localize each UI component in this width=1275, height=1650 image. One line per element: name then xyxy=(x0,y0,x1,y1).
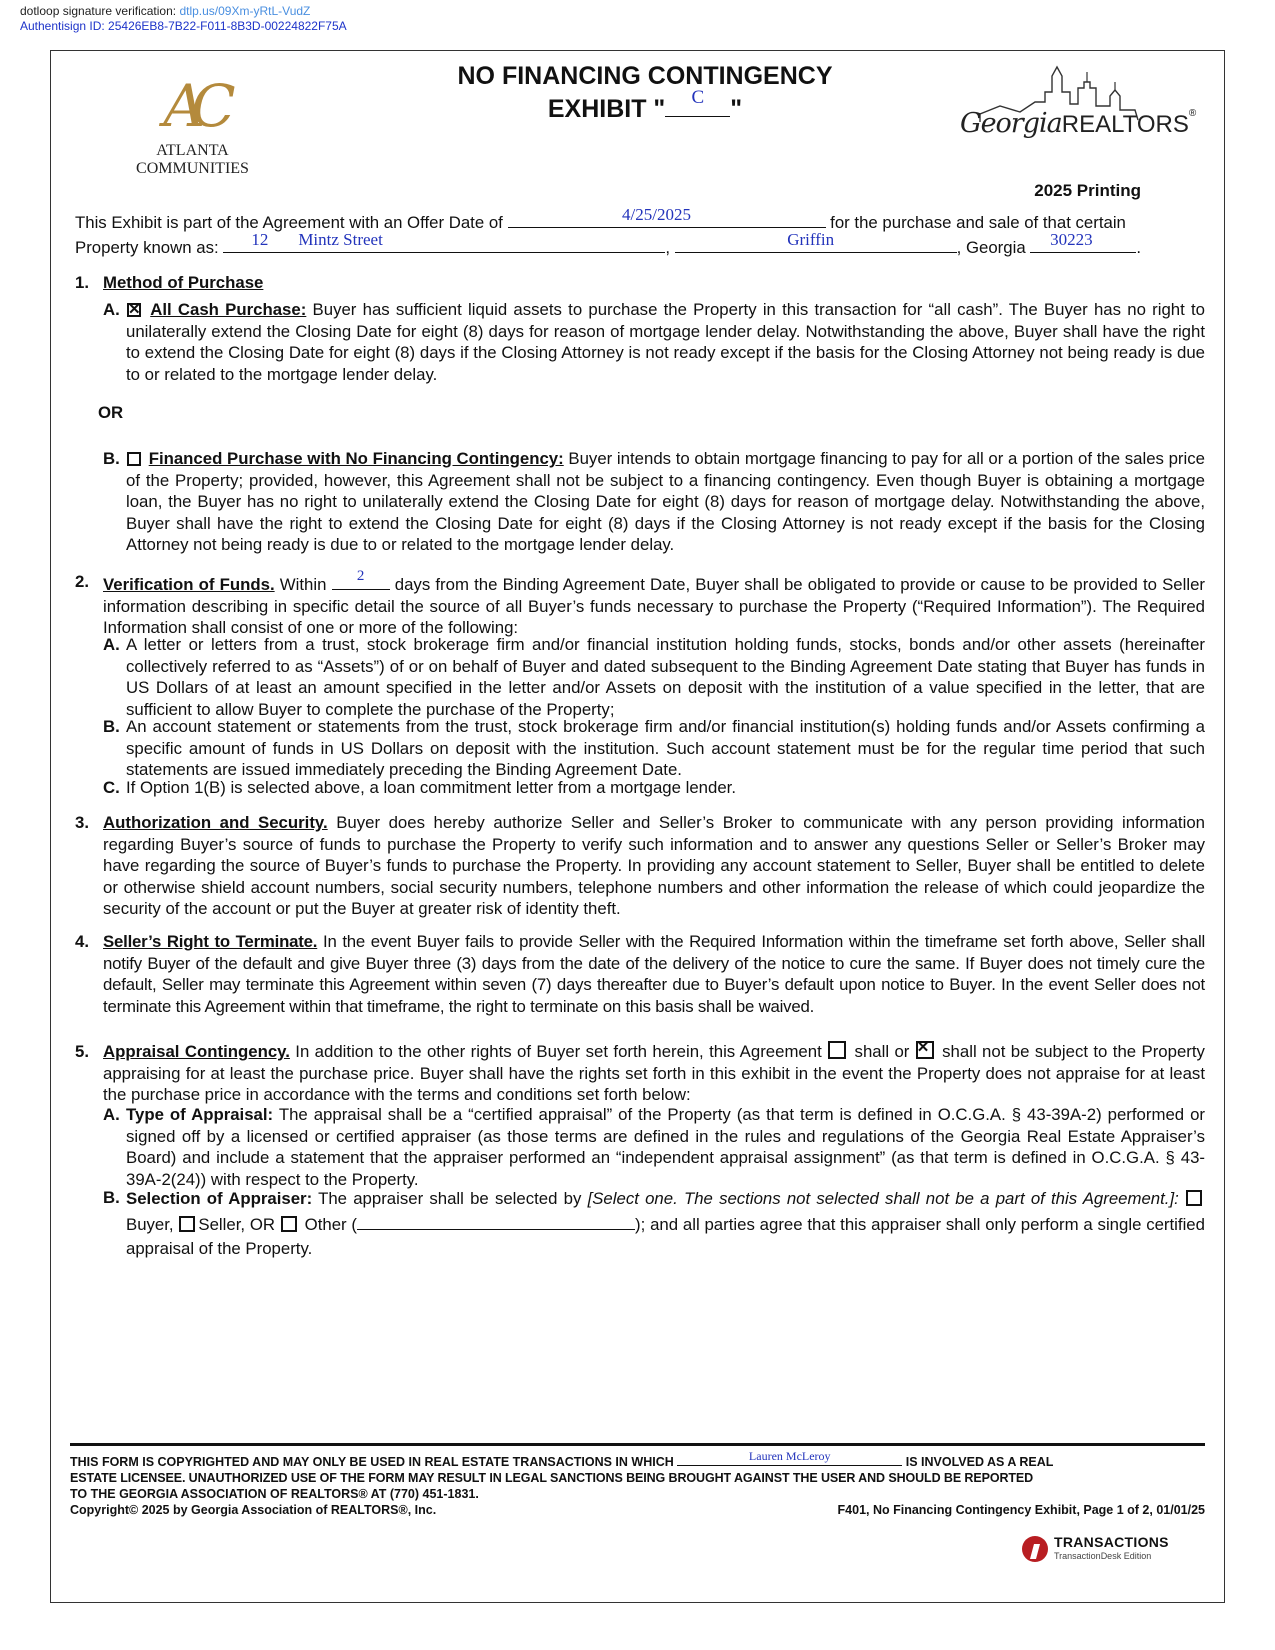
street-number: 12 xyxy=(251,229,269,249)
appraisal-shall-not-checkbox[interactable] xyxy=(916,1041,934,1059)
s5-b-paragraph xyxy=(126,1187,1205,1261)
section-3-text: Buyer does hereby authorize Seller and Seller’s Broker to communicate with any person providing information regarding Buyer’s source of funds to purchase the Property to verify such information and to answer any questions Seller or Seller’s Broker may have regarding the source of Buyer’s funds to purchase the Property. In providing any account statement to Seller, Buyer shall be entitled to delete or otherwise shield account numbers, social security numbers, telephone numbers and other information the release of which could jeopardize the security of the account or put the Buyer at greater risk of identity theft. xyxy=(103,813,1205,918)
exhibit-letter: C xyxy=(691,87,705,108)
section-1 xyxy=(75,272,1205,552)
within-label: Within xyxy=(279,575,327,594)
realtors-word: REALTORS xyxy=(1061,111,1189,138)
property-address-field[interactable] xyxy=(223,229,665,253)
verification-days: 2 xyxy=(356,567,365,584)
all-cash-checkbox[interactable] xyxy=(127,303,141,317)
transactions-word: TRANSACTIONS xyxy=(1054,1534,1169,1550)
property-address xyxy=(251,229,665,251)
section-3-heading: Authorization and Security. xyxy=(103,813,328,832)
s2-a-label: A. xyxy=(103,635,120,654)
shall-or-label: shall or xyxy=(854,1042,910,1061)
intro-line-2: Property known as: 12 Mintz Street , Griffin , Georgia 30223 . xyxy=(75,229,1142,257)
section-3-paragraph xyxy=(103,812,1205,920)
georgia-script: Georgia xyxy=(960,108,1062,139)
form-identifier: F401, No Financing Contingency Exhibit, Page 1 of 2, 01/01/25 xyxy=(837,1503,1205,1517)
or-label: OR xyxy=(98,403,124,422)
transactions-logo-icon xyxy=(1020,1534,1050,1564)
registered-mark: ® xyxy=(1188,108,1197,119)
intro-line1-prefix: This Exhibit is part of the Agreement with an Offer Date of xyxy=(75,213,503,232)
section-5-heading: Appraisal Contingency. xyxy=(103,1042,290,1061)
selection-of-appraiser-heading: Selection of Appraiser: xyxy=(126,1189,313,1208)
exhibit-prefix: EXHIBIT " xyxy=(547,95,666,123)
s5-a-label: A. xyxy=(103,1105,120,1124)
verification-link[interactable]: dtlp.us/09Xm-yRtL-VudZ xyxy=(179,4,311,18)
appraiser-seller-label: Seller, OR xyxy=(198,1215,276,1234)
section-2-intro xyxy=(103,567,1206,639)
zip-code: 30223 xyxy=(1050,229,1093,249)
s2-a-text: A letter or letters from a trust, stock brokerage firm and/or financial institution holding funds, stocks, bonds and/or other assets (hereinafter collectively referred to as “Assets”) of or on behalf of Buyer and dated subsequent to the Binding Agreement Date stating that Buyer has funds in US Dollars of at least an amount specified in the letter and/or Assets on deposit with the institution of a value specified in the letter, that are sufficient to allow Buyer to complete the purchase of the Property; xyxy=(126,635,1205,719)
ac-monogram: AC xyxy=(163,72,222,140)
atlanta-label: ATLANTA xyxy=(156,142,229,159)
selection-text-1: The appraiser shall be selected by xyxy=(318,1189,582,1208)
s1-a-paragraph xyxy=(126,299,1205,385)
section-5-number: 5. xyxy=(75,1042,89,1061)
footer-line-2: ESTATE LICENSEE. UNAUTHORIZED USE OF THE FORM MAY RESULT IN LEGAL SANCTIONS BEING BROUGHT AGAINST THE USER AND SHOULD BE REPORTED xyxy=(70,1471,1034,1485)
exhibit-suffix: " xyxy=(730,95,743,123)
section-1-heading-line xyxy=(103,272,1205,294)
offer-date-field[interactable] xyxy=(508,204,826,228)
footer-line-1 xyxy=(70,1451,1205,1470)
s5-a-paragraph xyxy=(126,1104,1205,1190)
section-4-heading: Seller’s Right to Terminate. xyxy=(103,932,318,951)
selection-text-2: ); and all parties agree that this appraiser shall only perform a single certified appraisal of the Property. xyxy=(126,1215,1205,1258)
verification-days-field[interactable] xyxy=(332,567,390,590)
page-title xyxy=(300,60,990,126)
title-line-1: NO FINANCING CONTINGENCY xyxy=(457,62,833,90)
atlanta-communities-logo xyxy=(135,70,250,188)
all-cash-text: Buyer has sufficient liquid assets to purchase the Property in this transaction for “all cash”. The Buyer has no right to unilaterally extend the Closing Date for eight (8) days for reason of mortgage lender delay. Notwithstanding the above, Buyer shall have the right to extend the Closing Date for eight (8) days if the Closing Attorney is not ready except if the basis for the Closing Attorney not being ready is due to or related to the mortgage lender delay. xyxy=(126,300,1206,384)
state-label: , Georgia xyxy=(956,238,1026,257)
city: Griffin xyxy=(787,229,835,249)
appraiser-seller-checkbox[interactable] xyxy=(179,1216,195,1232)
verification-label: dotloop signature verification: xyxy=(20,4,177,18)
authentisign-id: Authentisign ID: 25426EB8-7B22-F011-8B3D-00224822F75A xyxy=(20,19,347,33)
section-3-number: 3. xyxy=(75,813,89,832)
licensee-field[interactable] xyxy=(677,1451,902,1466)
section-1-heading: Method of Purchase xyxy=(103,273,264,292)
s5-b-label: B. xyxy=(103,1188,120,1207)
printing-year: 2025 Printing xyxy=(1034,181,1141,200)
appraiser-buyer-label: Buyer, xyxy=(126,1215,174,1234)
type-of-appraisal-heading: Type of Appraisal: xyxy=(126,1105,274,1124)
section-2 xyxy=(75,567,1206,801)
georgia-realtors-logo xyxy=(960,62,1197,162)
section-4-paragraph xyxy=(103,931,1205,1017)
offer-date: 4/25/2025 xyxy=(622,204,691,224)
financed-purchase-text: Buyer intends to obtain mortgage financing to pay for all or a portion of the sales price of the Property; provided, however, this Agreement shall not be subject to a financing contingency. Even though Buyer is obtaining a mortgage loan, the Buyer has no right to unilaterally extend the Closing Date for eight (8) days for reason of mortgage delay. Notwithstanding the above, Buyer shall have the right to extend the Closing Date for eight (8) days if the Closing Attorney is not ready except if the basis for the Closing Attorney not being ready is due to or related to the mortgage lender delay. xyxy=(126,449,1205,554)
appraiser-other-label: Other ( xyxy=(304,1215,358,1234)
transactions-edition: TransactionDesk Edition xyxy=(1054,1551,1152,1561)
section-4-text: In the event Buyer fails to provide Seller with the Required Information within the timeframe set forth above, Seller shall notify Buyer of the default and give Buyer three (3) days from the date of the delivery of the notice to cure the same. If Buyer does not timely cure the default, Seller may terminate this Agreement within seven (7) days thereafter due to Buyer’s default upon notice to Buyer. In the event Seller does not terminate this Agreement within that timeframe, the right to terminate on this basis shall be waived. xyxy=(103,932,1205,1016)
appraiser-other-field[interactable] xyxy=(357,1211,635,1230)
financed-purchase-checkbox[interactable] xyxy=(127,452,141,466)
copyright-footer xyxy=(70,1443,1205,1518)
intro-line2-prefix: Property known as: xyxy=(75,238,219,257)
transactions-brand xyxy=(1020,1534,1170,1568)
s2-b-label: B. xyxy=(103,717,120,736)
section-4-number: 4. xyxy=(75,932,89,951)
footer-line1-suffix: IS INVOLVED AS A REAL xyxy=(905,1455,1054,1469)
section-4 xyxy=(75,931,1205,1021)
street-name: Mintz Street xyxy=(298,229,383,249)
type-of-appraisal-text: The appraisal shall be a “certified appraisal” of the Property (as that term is defined in O.C.G.A. § 43-39A-2) performed or signed off by a licensed or certified appraiser (as those terms are defined in the rules and regulations of the Georgia Real Estate Appraiser’s Board) and include a statement that the appraiser performed an “independent appraisal assignment” (as that term is defined in O.C.G.A. § 43-39A-2(24)) with respect to the Property. xyxy=(126,1105,1205,1189)
exhibit-letter-field[interactable] xyxy=(665,87,730,117)
communities-label: COMMUNITIES xyxy=(136,160,249,177)
selection-instruction: [Select one. The sections not selected shall not be a part of this Agreement.]: xyxy=(587,1189,1179,1208)
appraiser-buyer-checkbox[interactable] xyxy=(1186,1190,1202,1206)
section-3 xyxy=(75,812,1205,922)
section-5-text-1: In addition to the other rights of Buyer set forth herein, this Agreement xyxy=(295,1042,822,1061)
section-1-number: 1. xyxy=(75,273,89,292)
s1-a-label: A. xyxy=(103,300,120,319)
footer-line-3: TO THE GEORGIA ASSOCIATION OF REALTORS® AT (770) 451-1831. xyxy=(70,1487,479,1501)
appraisal-shall-checkbox[interactable] xyxy=(828,1041,846,1059)
all-cash-heading: All Cash Purchase: xyxy=(150,300,307,319)
copyright-text: Copyright© 2025 by Georgia Association of REALTORS®, Inc. xyxy=(70,1503,437,1517)
georgia-realtors-wordmark xyxy=(960,108,1196,139)
s1-b-paragraph xyxy=(126,448,1205,556)
section-5 xyxy=(75,1041,1205,1261)
appraiser-other-checkbox[interactable] xyxy=(281,1216,297,1232)
intro-line1-suffix: for the purchase and sale of that certain xyxy=(830,213,1126,232)
s2-c-text: If Option 1(B) is selected above, a loan commitment letter from a mortgage lender. xyxy=(126,778,737,797)
exhibit-line xyxy=(300,87,990,126)
footer-line1-prefix: THIS FORM IS COPYRIGHTED AND MAY ONLY BE USED IN REAL ESTATE TRANSACTIONS IN WHICH xyxy=(70,1455,674,1469)
dotloop-verification xyxy=(20,4,310,18)
section-2-text: days from the Binding Agreement Date, Buyer shall be obligated to provide or cause to be provided to Seller information describing in specific detail the source of all Buyer’s funds necessary to purchase the Property (“Required Information”). The Required Information shall consist of one or more of the following: xyxy=(103,575,1206,637)
s2-b-text: An account statement or statements from the trust, stock brokerage firm and/or financial institution(s) holding funds and/or Assets confirming a specific amount of funds in US Dollars on deposit with the institution. Such account statement must be for the regular time period that such statements are issued immediately preceding the Binding Agreement Date. xyxy=(126,717,1205,779)
s2-c-label: C. xyxy=(103,778,120,797)
s1-b-label: B. xyxy=(103,449,120,468)
city-field[interactable] xyxy=(675,229,957,253)
zip-field[interactable] xyxy=(1030,229,1136,253)
section-2-number: 2. xyxy=(75,572,89,591)
licensee-name: Lauren McLeroy xyxy=(748,1449,831,1463)
section-5-text-2: shall not be subject to the Property appraising for at least the purchase price. Buyer shall have the rights set forth in this exhibit in the event the Property does not appraise for at least the purchase price in accordance with the terms and conditions set forth below: xyxy=(103,1042,1205,1104)
section-2-heading: Verification of Funds. xyxy=(103,575,275,594)
footer-line-4 xyxy=(70,1502,1205,1518)
section-5-intro xyxy=(103,1041,1205,1106)
financed-purchase-heading: Financed Purchase with No Financing Contingency: xyxy=(148,449,564,468)
